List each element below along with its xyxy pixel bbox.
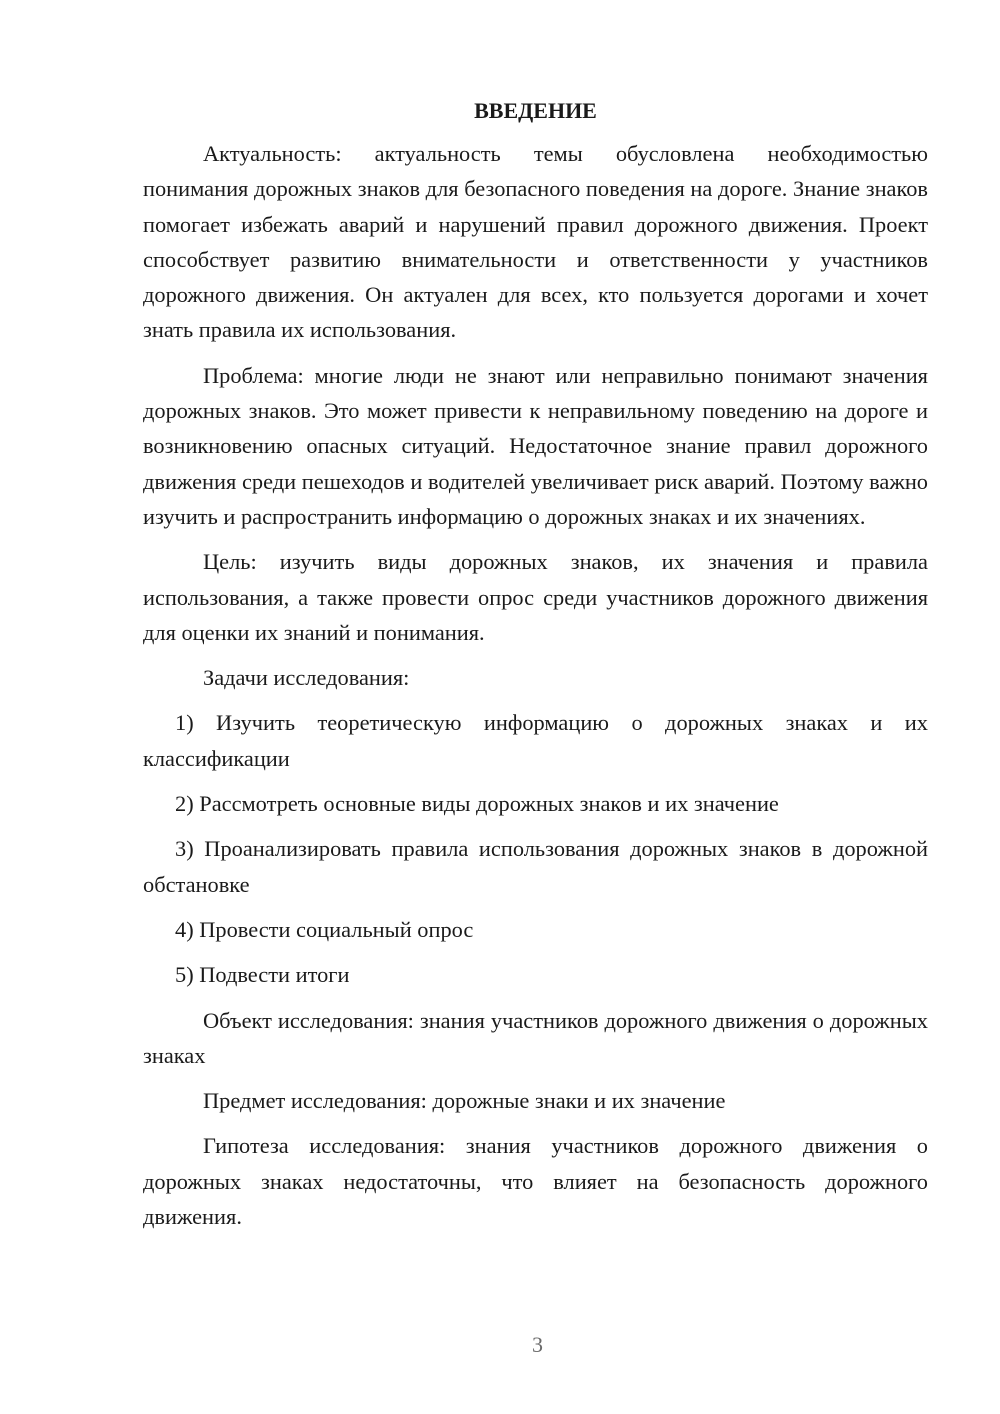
task-item-4: 4) Провести социальный опрос <box>175 916 474 942</box>
problem-paragraph: Проблема: многие люди не знают или неправильно понимают значения дорожных знаков. Это может привести к неправильному поведению на дороге и возникновению опасных ситуаций. Недостаточное знание правил дорожного движения среди пешеходов и водителей увеличивает риск аварий. Поэтому важно изучить и распространить информацию о дорожных знаках и их значениях. <box>143 362 928 529</box>
page-number: 3 <box>532 1332 543 1357</box>
page-content <box>143 96 928 1244</box>
object-paragraph: Объект исследования: знания участников дорожного движения о дорожных знаках <box>143 1007 928 1068</box>
task-item-3: 3) Проанализировать правила использования дорожных знаков в дорожной обстановке <box>143 836 928 897</box>
relevance-paragraph: Актуальность: актуальность темы обусловлена необходимостью понимания дорожных знаков для безопасного поведения на дороге. Знание знаков помогает избежать аварий и нарушений правил дорожного движения. Проект способствует развитию внимательности и ответственности у участников дорожного движения. Он актуален для всех, кто пользуется дорогами и хочет знать правила их использования. <box>143 141 928 343</box>
hypothesis-paragraph: Гипотеза исследования: знания участников дорожного движения о дорожных знаках недостаточны, что влияет на безопасность дорожного движения. <box>143 1133 928 1230</box>
task-item-2: 2) Рассмотреть основные виды дорожных знаков и их значение <box>175 791 779 817</box>
task-item-5: 5) Подвести итоги <box>175 962 350 988</box>
goal-paragraph: Цель: изучить виды дорожных знаков, их значения и правила использования, а также провести опрос среди участников дорожного движения для оценки их знаний и понимания. <box>143 549 928 645</box>
subject-paragraph: Предмет исследования: дорожные знаки и их значение <box>203 1088 726 1114</box>
section-heading: ВВЕДЕНИЕ <box>474 98 597 123</box>
tasks-title: Задачи исследования: <box>203 665 410 691</box>
task-item-1: 1) Изучить теоретическую информацию о дорожных знаках и их классификации <box>143 710 928 771</box>
